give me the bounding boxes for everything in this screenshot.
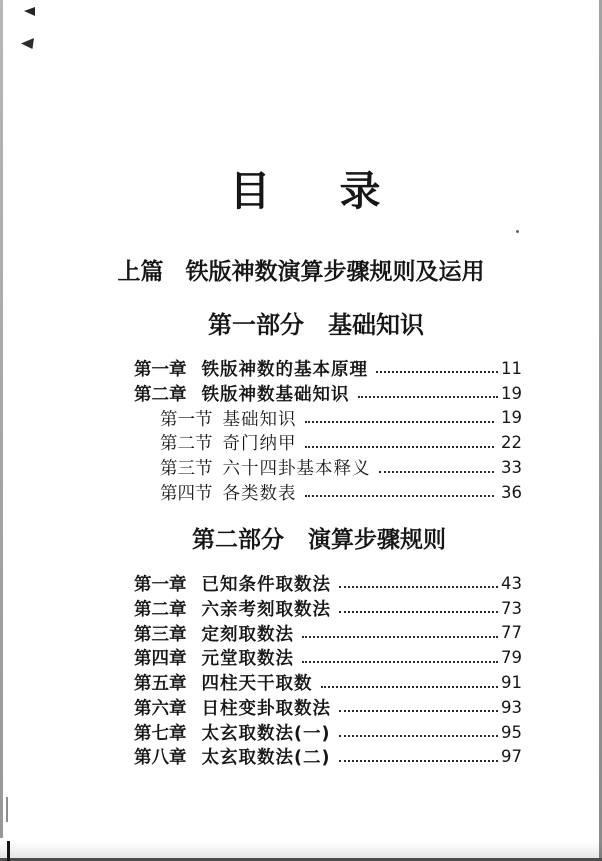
- toc-entry-label: 第一节: [160, 409, 213, 430]
- toc-entry-label: 第二章: [134, 384, 187, 405]
- toc-entry-page: 33: [501, 458, 522, 478]
- book-part-heading: [0, 253, 602, 286]
- toc-entry-page: 97: [501, 747, 522, 767]
- book-part-label: 上篇: [117, 259, 164, 285]
- toc-entry-label: 第三节: [160, 459, 213, 480]
- toc-list-part1: [134, 356, 522, 505]
- dot-leader: [302, 636, 498, 638]
- toc-list-part2: [134, 571, 522, 769]
- dot-leader: [305, 421, 495, 423]
- toc-entry: [134, 381, 522, 406]
- toc-entry: [134, 455, 522, 480]
- page-title: 目 录: [229, 167, 395, 215]
- dot-leader: [305, 495, 495, 497]
- scan-speck: [6, 797, 8, 822]
- toc-entry-title: 各类数表: [222, 483, 297, 504]
- scan-speck: [21, 38, 34, 49]
- toc-entry-title: 奇门纳甲: [222, 434, 297, 455]
- toc-entry-title: 铁版神数基础知识: [201, 384, 350, 405]
- dot-leader: [302, 661, 498, 663]
- toc-entry-page: 91: [501, 673, 522, 693]
- page-bottom-shadow: [0, 842, 602, 858]
- section-heading-2: [18, 521, 602, 554]
- dot-leader: [358, 396, 499, 398]
- toc-entry-page: 19: [501, 383, 522, 403]
- toc-entry-label: 第七章: [134, 723, 187, 744]
- section-title: 演算步骤规则: [308, 527, 446, 553]
- toc-entry-page: 11: [501, 358, 522, 378]
- toc-entry-page: 93: [501, 697, 522, 717]
- toc-entry-title: 太玄取数法(一): [201, 723, 331, 744]
- toc-entry: [134, 621, 522, 646]
- toc-entry-label: 第二节: [160, 434, 213, 455]
- dot-leader: [321, 686, 499, 688]
- toc-entry: [134, 480, 522, 505]
- toc-entry-title: 日柱变卦取数法: [201, 698, 331, 719]
- toc-entry: [134, 356, 522, 381]
- toc-entry: [134, 571, 522, 596]
- section-label: 第一部分: [208, 311, 304, 339]
- toc-entry-page: 95: [501, 722, 522, 742]
- toc-entry-title: 定刻取数法: [201, 624, 294, 645]
- toc-entry-label: 第一章: [134, 574, 187, 595]
- toc-entry-page: 22: [501, 433, 522, 453]
- section-label: 第二部分: [192, 527, 284, 553]
- toc-entry-title: 六十四卦基本释义: [222, 459, 371, 480]
- toc-entry-title: 已知条件取数法: [201, 574, 331, 595]
- toc-entry-page: 19: [501, 408, 522, 428]
- toc-entry-label: 第八章: [134, 748, 187, 769]
- toc-entry-label: 第四节: [160, 483, 213, 504]
- toc-entry-page: 73: [501, 598, 522, 618]
- toc-entry-label: 第六章: [134, 698, 187, 719]
- page-left-edge-line: [0, 0, 3, 838]
- toc-entry-label: 第五章: [134, 674, 187, 695]
- toc-entry-title: 六亲考刻取数法: [201, 599, 331, 620]
- toc-entry: [134, 695, 522, 720]
- toc-entry: [134, 430, 522, 455]
- dot-leader: [376, 371, 498, 373]
- toc-entry-title: 元堂取数法: [201, 649, 294, 670]
- dot-leader: [339, 735, 499, 737]
- toc-entry-label: 第一章: [134, 359, 187, 380]
- book-part-title: 铁版神数演算步骤规则及运用: [185, 259, 485, 285]
- dot-leader: [339, 611, 498, 613]
- toc-entry: [134, 670, 522, 695]
- section-heading-1: [15, 305, 602, 340]
- section-title: 基础知识: [328, 311, 424, 339]
- scan-speck: [516, 230, 519, 233]
- toc-entry: [134, 596, 522, 621]
- toc-entry-page: 77: [501, 623, 522, 643]
- dot-leader: [379, 471, 495, 473]
- scan-speck: [24, 7, 35, 16]
- toc-entry-page: 79: [501, 648, 522, 668]
- toc-entry: [134, 406, 522, 431]
- toc-entry-title: 基础知识: [222, 409, 297, 430]
- toc-entry: [134, 645, 522, 670]
- toc-entry: [134, 745, 522, 770]
- scan-speck: [7, 841, 10, 861]
- dot-leader: [339, 710, 498, 712]
- toc-entry-page: 43: [501, 573, 522, 593]
- toc-entry-page: 36: [501, 482, 522, 502]
- toc-entry-label: 第三章: [134, 624, 187, 645]
- toc-entry-title: 四柱天干取数: [201, 674, 313, 695]
- dot-leader: [339, 760, 499, 762]
- toc-entry-title: 铁版神数的基本原理: [201, 359, 368, 380]
- toc-entry: [134, 720, 522, 745]
- toc-entry-title: 太玄取数法(二): [201, 748, 331, 769]
- toc-entry-label: 第四章: [134, 649, 187, 670]
- toc-entry-label: 第二章: [134, 599, 187, 620]
- dot-leader: [339, 586, 498, 588]
- dot-leader: [305, 446, 495, 448]
